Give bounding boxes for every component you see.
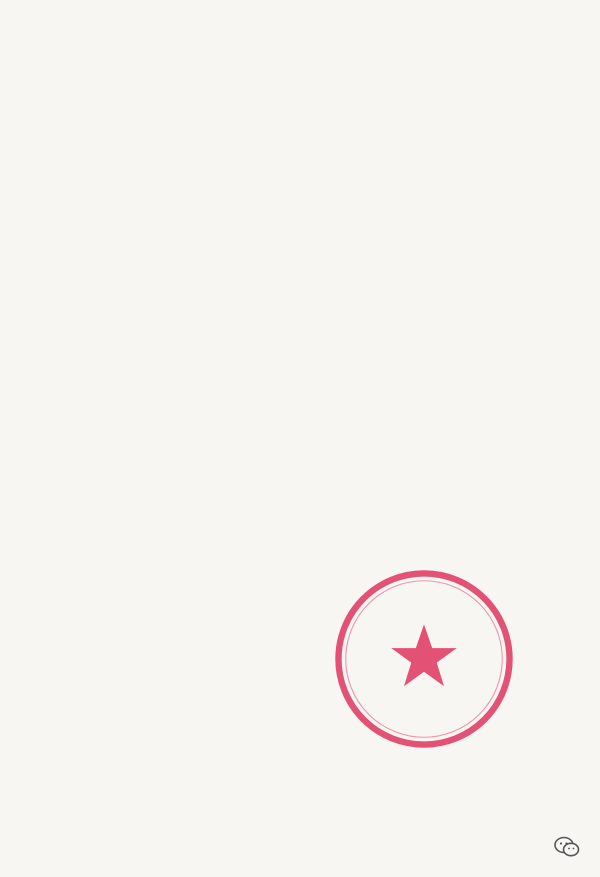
watermark <box>554 836 586 858</box>
official-seal-icon <box>333 568 515 750</box>
wechat-icon <box>554 836 580 858</box>
